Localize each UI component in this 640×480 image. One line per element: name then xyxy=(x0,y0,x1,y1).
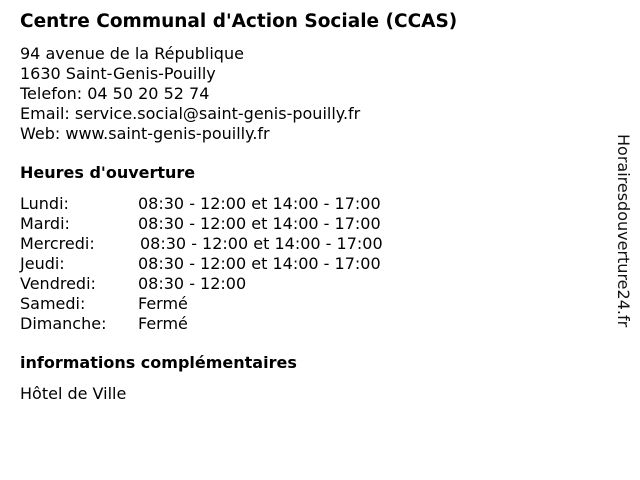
phone-line: Telefon: 04 50 20 52 74 xyxy=(20,84,210,103)
day-hours: 08:30 - 12:00 et 14:00 - 17:00 xyxy=(140,234,383,253)
watermark: Horairesdouverture24.fr xyxy=(614,134,633,328)
day-label: Mardi: xyxy=(20,214,70,233)
day-label: Dimanche: xyxy=(20,314,107,333)
day-hours: 08:30 - 12:00 et 14:00 - 17:00 xyxy=(138,254,381,273)
day-label: Lundi: xyxy=(20,194,69,213)
day-label: Jeudi: xyxy=(20,254,65,273)
info-heading: informations complémentaires xyxy=(20,353,297,372)
hours-heading: Heures d'ouverture xyxy=(20,163,196,182)
day-label: Mercredi: xyxy=(20,234,95,253)
street-address: 94 avenue de la République xyxy=(20,44,244,63)
page-title: Centre Communal d'Action Sociale (CCAS) xyxy=(20,11,458,32)
info-text: Hôtel de Ville xyxy=(20,384,127,403)
email-line: Email: service.social@saint-genis-pouilly.fr xyxy=(20,104,361,123)
day-label: Samedi: xyxy=(20,294,86,313)
day-label: Vendredi: xyxy=(20,274,96,293)
web-line: Web: www.saint-genis-pouilly.fr xyxy=(20,124,270,143)
city-line: 1630 Saint-Genis-Pouilly xyxy=(20,64,216,83)
day-hours: 08:30 - 12:00 et 14:00 - 17:00 xyxy=(138,214,381,233)
day-hours: Fermé xyxy=(138,314,188,333)
day-hours: 08:30 - 12:00 et 14:00 - 17:00 xyxy=(138,194,381,213)
day-hours: Fermé xyxy=(138,294,188,313)
day-hours: 08:30 - 12:00 xyxy=(138,274,247,293)
contact-block xyxy=(20,44,360,144)
